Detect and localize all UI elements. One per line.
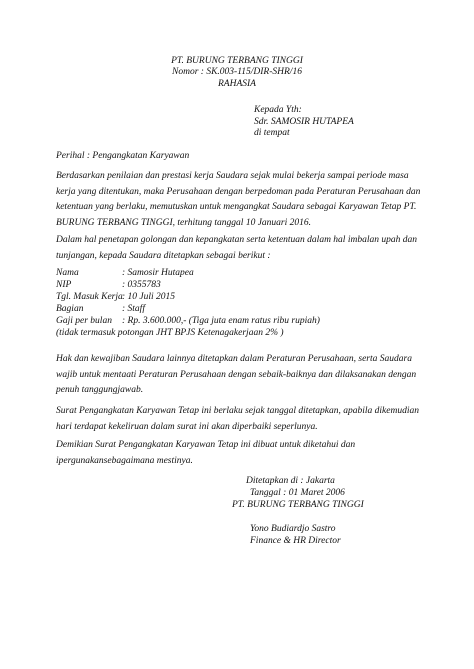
paragraph-validity [56,404,420,435]
detail-row-salary [56,316,320,327]
company-name: PT. BURUNG TERBANG TINGGI [171,56,303,66]
paragraph-line: ketentuan yang berlaku, memutuskan untuk mengangkat Saudara sebagai Karyawan Tetap PT. [56,202,417,213]
detail-row-name [56,268,194,279]
paragraph-line: Demikian Surat Pengangkatan Karyawan Tetap ini dibuat untuk diketahui dan [56,440,356,450]
detail-value: : Samosir Hutapea [122,268,194,278]
paragraph-line: Hak dan kewajiban Saudara lainnya ditetapkan dalam Peraturan Perusahaan, serta Saudara [56,354,412,364]
detail-value: : 0355783 [122,280,161,290]
paragraph-closing [56,438,420,469]
recipient-place: di tempat [254,128,290,138]
letter-number: Nomor : SK.003-115/DIR-SHR/16 [172,67,302,77]
letter-subject: Perihal : Pengangkatan Karyawan [56,151,190,161]
paragraph-line: tunjangan, kepada Saudara ditetapkan sebagai berikut : [56,250,271,261]
recipient-salutation: Kepada Yth: [254,105,302,115]
detail-value: : Staff [122,304,145,314]
paragraph-appointment [56,169,420,231]
paragraph-compensation-intro [56,233,420,264]
detail-row-department [56,304,145,315]
classification-label: RAHASIA [218,79,256,89]
signature-date: Tanggal : 01 Maret 2006 [250,488,345,498]
detail-value: : Rp. 3.600.000,- (Tiga juta enam ratus ribu rupiah) [122,316,320,326]
paragraph-line: Surat Pengangkatan Karyawan Tetap ini berlaku sejak tanggal ditetapkan, apabila dikemudian [56,406,419,416]
paragraph-rights-obligations [56,352,420,399]
paragraph-line: hari terdapat kekeliruan dalam surat ini akan diperbaiki seperlunya. [56,421,318,432]
detail-note: (tidak termasuk potongan JHT BPJS Ketenagakerjaan 2% ) [56,328,284,338]
signer-name: Yono Budiardjo Sastro [250,524,336,534]
paragraph-line: Berdasarkan penilaian dan prestasi kerja Saudara sejak mulai bekerja sampai periode masa [56,171,409,181]
paragraph-line: Dalam hal penetapan golongan dan kepangkatan serta ketentuan dalam hal imbalan upah dan [56,235,417,245]
paragraph-line: wajib untuk mentaati Peraturan Perusahaan dengan sebaik-baiknya dan dilaksanakan dengan [56,369,417,380]
detail-label: NIP [56,280,72,290]
detail-label: Tgl. Masuk Kerja [56,292,123,302]
paragraph-line: BURUNG TERBANG TINGGI, terhitung tanggal 10 Januari 2016. [56,217,312,228]
paragraph-line: ipergunakansebagaimana mestinya. [56,455,193,466]
paragraph-line: kerja yang ditentukan, maka Perusahaan dengan berpedoman pada Peraturan Perusahaan dan [56,186,421,197]
signature-company: PT. BURUNG TERBANG TINGGI [232,500,364,510]
detail-label: Bagian [56,304,84,314]
detail-row-start-date [56,292,175,303]
signer-title: Finance & HR Director [250,536,341,546]
signature-place: Ditetapkan di : Jakarta [246,476,335,486]
detail-label: Gaji per bulan [56,316,112,326]
detail-label: Nama [56,268,79,278]
recipient-name: Sdr. SAMOSIR HUTAPEA [254,117,354,127]
detail-row-nip [56,280,161,291]
detail-value: : 10 Juli 2015 [122,292,176,302]
paragraph-line: penuh tanggungjawab. [56,385,144,396]
